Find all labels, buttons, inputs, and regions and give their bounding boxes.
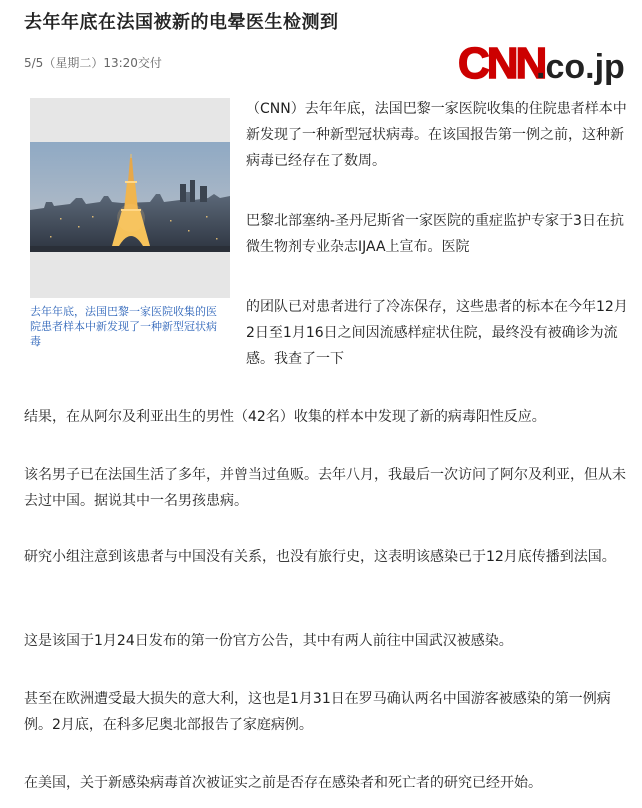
cnn-logo[interactable] xyxy=(458,38,630,86)
paragraph-8: 甚至在欧洲遭受最大损失的意大利，这也是1月31日在罗马确认两名中国游客被感染的第一例病例。2月底，在科多尼奥北部报告了家庭病例。 xyxy=(24,691,611,733)
paragraph-5: 该名男子已在法国生活了多年，并曾当过鱼贩。去年八月，我最后一次访问了阿尔及利亚，但从未去过中国。据说其中一名男孩患病。 xyxy=(24,467,626,509)
publish-date: 5/5（星期二）13:20交付 xyxy=(24,56,162,70)
logo-domain-text: .co.jp xyxy=(536,48,625,86)
paris-eiffel-tower-image xyxy=(30,98,230,298)
logo-cnn-text: CNN xyxy=(458,39,545,86)
paragraph-1: （CNN）去年年底，法国巴黎一家医院收集的住院患者样本中新发现了一种新型冠状病毒。在该国报告第一例之前，这种新病毒已经存在了数周。 xyxy=(246,101,627,169)
paragraph-4: 结果，在从阿尔及利亚出生的男性（42名）收集的样本中发现了新的病毒阳性反应。 xyxy=(24,409,546,425)
article-title: 去年年底在法国被新的电晕医生检测到 xyxy=(24,12,339,33)
paragraph-2: 巴黎北部塞纳-圣丹尼斯省一家医院的重症监护专家于3日在抗微生物剂专业杂志IJAA上宣布。医院 xyxy=(246,213,624,255)
paragraph-9: 在美国，关于新感染病毒首次被证实之前是否存在感染者和死亡者的研究已经开始。 xyxy=(24,775,542,791)
article-photo[interactable] xyxy=(30,98,230,298)
paragraph-6: 研究小组注意到该患者与中国没有关系，也没有旅行史，这表明该感染已于12月底传播到法国。 xyxy=(24,549,616,565)
paragraph-3: 的团队已对患者进行了冷冻保存，这些患者的标本在今年12月2日至1月16日之间因流感样症状住院，最终没有被确诊为流感。我查了一下 xyxy=(246,299,628,367)
photo-caption: 去年年底，法国巴黎一家医院收集的医院患者样本中新发现了一种新型冠状病毒 xyxy=(30,305,217,348)
paragraph-7: 这是该国于1月24日发布的第一份官方公告，其中有两人前往中国武汉被感染。 xyxy=(24,633,513,649)
